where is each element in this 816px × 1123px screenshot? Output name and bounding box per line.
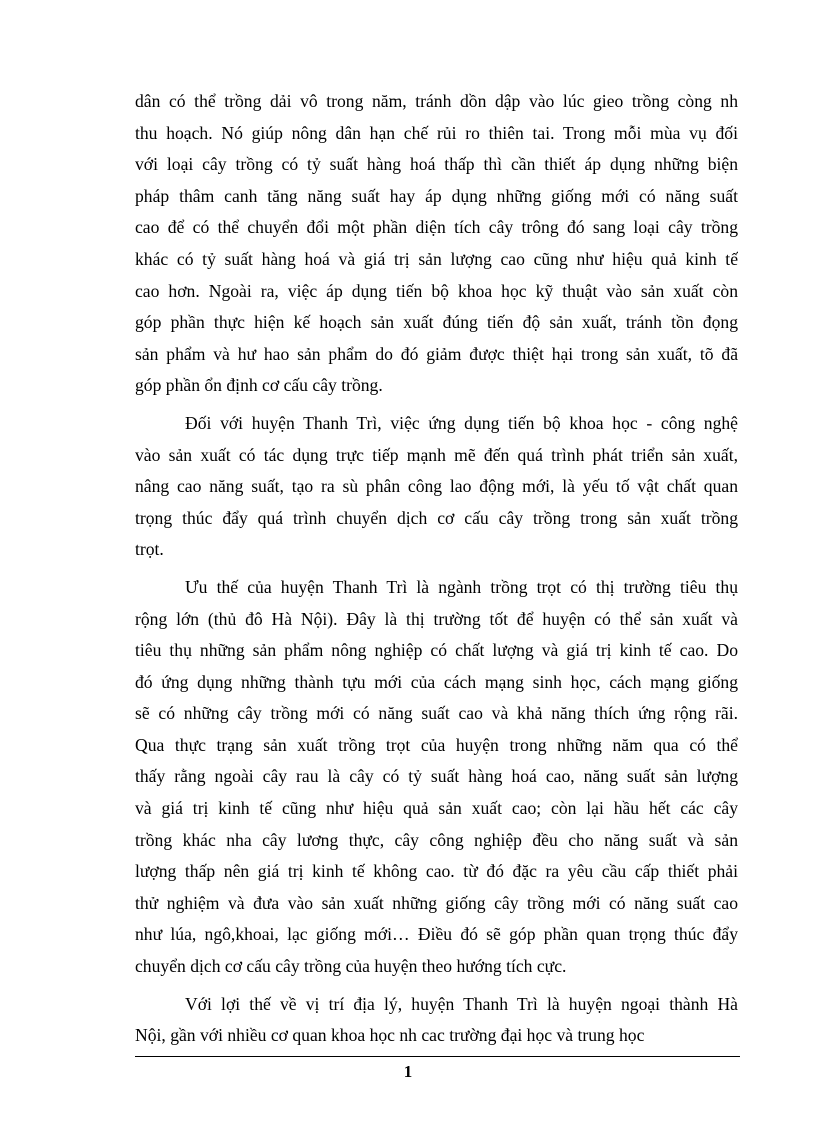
paragraph-first-line: Đối với huyện Thanh Trì, việc ứng dụng tiến bộ khoa học - công nghệ xyxy=(185,412,738,433)
text-line: trọng thúc đẩy quá trình chuyển dịch cơ cấu cây trồng trong sản xuất trồng xyxy=(135,507,738,528)
text-line: sản phẩm và hư hao sản phẩm do đó giảm được thiệt hại trong sản xuất, tõ đã xyxy=(135,343,738,364)
text-line: góp phần thực hiện kế hoạch sản xuất đúng tiến độ sản xuất, tránh tồn đọng xyxy=(135,312,738,333)
text-line: Qua thực trạng sản xuất trồng trọt của huyện trong những năm qua có thể xyxy=(135,734,738,755)
text-line: Nội, gần với nhiều cơ quan khoa học nh cac trường đại học và trung học xyxy=(135,1025,645,1046)
text-line: cao hơn. Ngoài ra, việc áp dụng tiến bộ khoa học kỹ thuật vào sản xuất còn xyxy=(135,280,738,301)
text-line: dân có thể trồng dải vô trong năm, tránh dồn dập vào lúc gieo trồng còng nh xyxy=(135,91,738,111)
text-line: sẽ có những cây trồng mới có năng suất cao và khả năng thích ứng rộng rãi. xyxy=(135,703,738,724)
paragraph-first-line: Với lợi thế về vị trí địa lý, huyện Thanh Trì là huyện ngoại thành Hà xyxy=(185,993,738,1014)
footer-divider xyxy=(135,1056,740,1057)
text-line: trồng khác nha cây lương thực, cây công nghiệp đều cho năng suất và sản xyxy=(135,829,738,850)
text-line: thấy rằng ngoài cây rau là cây có tỷ suất hàng hoá cao, năng suất sản lượng xyxy=(135,766,738,787)
text-line: và giá trị kinh tế cũng như hiệu quả sản xuất cao; còn lại hầu hết các cây xyxy=(135,798,738,819)
text-line: đó ứng dụng những thành tựu mới của cách mạng sinh học, cách mạng giống xyxy=(135,671,738,692)
text-line: nâng cao năng suất, tạo ra sù phân công lao động mới, là yếu tố vật chất quan xyxy=(135,476,738,497)
page-number: 1 xyxy=(403,1062,413,1081)
text-line: khác có tỷ suất hàng hoá và giá trị sản lượng cao cũng như hiệu quả kinh tế xyxy=(135,248,738,269)
text-line: lượng thấp nên giá trị kinh tế không cao. từ đó đặc ra yêu cầu cấp thiết phải xyxy=(135,861,738,882)
text-line: thử nghiệm và đưa vào sản xuất những giống cây trồng mới có năng suất cao xyxy=(135,892,738,913)
text-line: cao để có thể chuyển đổi một phần diện tích cây trông đó sang loại cây trồng xyxy=(135,217,738,238)
body-text xyxy=(135,86,738,1052)
text-line: tiêu thụ những sản phẩm nông nghiệp có chất lượng và giá trị kinh tế cao. Do xyxy=(135,640,738,661)
text-line: rộng lớn (thủ đô Hà Nội). Đây là thị trường tốt để huyện có thể sản xuất và xyxy=(135,608,738,629)
text-line: góp phần ổn định cơ cấu cây trồng. xyxy=(135,375,383,396)
text-line: chuyển dịch cơ cấu cây trồng của huyện theo hướng tích cực. xyxy=(135,956,567,977)
text-line: trọt. xyxy=(135,539,164,560)
text-line: vào sản xuất có tác dụng trực tiếp mạnh mẽ đến quá trình phát triển sản xuất, xyxy=(135,444,738,465)
text-line: như lúa, ngô,khoai, lạc giống mới… Điều đó sẽ góp phần quan trọng thúc đẩy xyxy=(135,924,738,945)
text-line: thu hoạch. Nó giúp nông dân hạn chế rủi ro thiên tai. Trong mỗi mùa vụ đối xyxy=(135,122,738,143)
text-line: với loại cây trồng có tỷ suất hàng hoá thấp thì cần thiết áp dụng những biện xyxy=(135,154,738,175)
paragraph-first-line: Ưu thế của huyện Thanh Trì là ngành trồng trọt có thị trường tiêu thụ xyxy=(185,576,738,597)
text-line: pháp thâm canh tăng năng suất hay áp dụng những giống mới có năng suất xyxy=(135,185,738,206)
